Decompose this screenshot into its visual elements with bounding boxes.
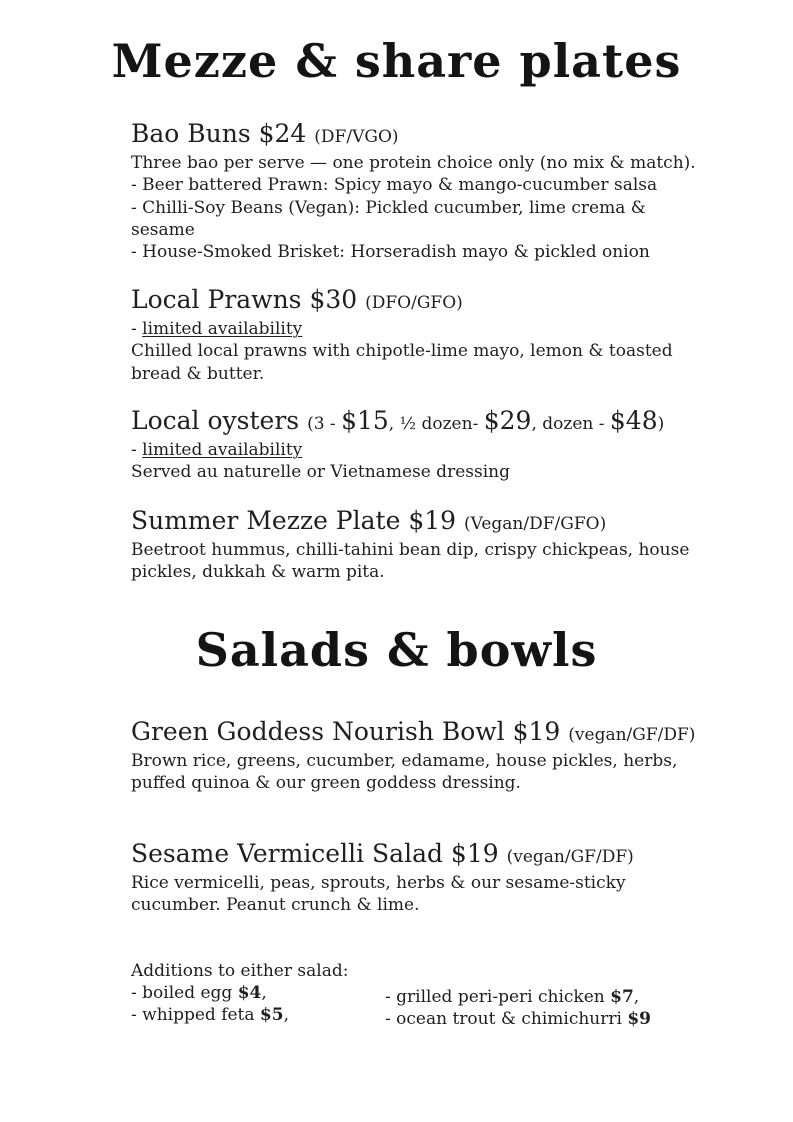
item-description: Rice vermicelli, peas, sprouts, herbs & our sesame-sticky [131,873,626,893]
section-title-salads: Salads & bowls [195,623,598,677]
menu-item-local-oysters [131,406,731,484]
item-description: pickles, dukkah & warm pita. [131,562,385,583]
additions-column-left [131,982,381,1027]
dietary-tags: (DFO/GFO) [365,293,463,313]
item-name-price: Sesame Vermicelli Salad $19 [131,839,499,868]
item-name-price: Summer Mezze Plate $19 [131,506,457,535]
addition-label: - whipped feta [131,1005,260,1026]
price-label: ) [657,414,665,434]
item-name: Local oysters [131,406,308,435]
separator: , [283,1005,289,1026]
item-heading [131,285,731,318]
item-heading [131,506,731,539]
addition-price: $7 [610,987,634,1007]
addition-price: $5 [259,1005,284,1026]
item-heading [131,406,731,439]
addition-whipped-feta [131,1004,381,1026]
additions-column-right [385,986,705,1031]
availability-text: limited availability [142,319,303,339]
dietary-tags: (vegan/GF/DF) [506,847,634,867]
addition-price: $9 [627,1009,652,1030]
addition-price: $4 [237,983,262,1003]
item-description: Beetroot hummus, chilli-tahini bean dip, crispy chickpeas, house [131,540,690,560]
menu-item-local-prawns [131,285,731,385]
dietary-tags: (DF/VGO) [314,127,399,147]
item-name-price: Green Goddess Nourish Bowl $19 [131,717,561,746]
protein-option-continued: sesame [131,219,195,240]
dash: - [131,440,143,460]
price-label: (3 - [307,414,342,434]
addition-boiled-egg [131,982,381,1004]
section-title-mezze: Mezze & share plates [111,34,682,88]
additions-heading: Additions to either salad: [131,961,349,981]
addition-label: - grilled peri-peri chicken [385,987,611,1007]
item-name-price: Bao Buns $24 [131,119,307,148]
item-name-price: Local Prawns $30 [131,285,358,314]
menu-item-sesame-vermicelli-salad [131,839,731,917]
item-description: bread & butter. [131,363,265,384]
separator: , [261,983,267,1003]
availability-note [131,439,731,461]
item-heading [131,717,731,750]
item-description: Three bao per serve — one protein choice only (no mix & match). [131,153,696,173]
addition-ocean-trout [385,1008,705,1030]
dietary-tags: (vegan/GF/DF) [568,725,696,745]
item-description: cucumber. Peanut crunch & lime. [131,895,420,916]
protein-option: - Beer battered Prawn: Spicy mayo & mango-cucumber salsa [131,175,658,196]
protein-option: - House-Smoked Brisket: Horseradish mayo & pickled onion [131,242,650,263]
price-dozen: $48 [609,406,658,435]
addition-label: - boiled egg [131,983,238,1003]
availability-note [131,318,731,340]
price-half-dozen: $29 [483,406,532,435]
item-description: puffed quinoa & our green goddess dressing. [131,773,521,794]
availability-text: limited availability [142,440,303,460]
item-description: Chilled local prawns with chipotle-lime mayo, lemon & toasted [131,341,673,362]
menu-item-summer-mezze-plate [131,506,731,584]
addition-label: - ocean trout & chimichurri [385,1009,628,1030]
salad-additions [131,960,731,1030]
menu-item-green-goddess-bowl [131,717,731,795]
dietary-tags: (Vegan/DF/GFO) [464,514,607,534]
item-description: Brown rice, greens, cucumber, edamame, house pickles, herbs, [131,751,678,771]
dash: - [131,319,143,339]
item-heading [131,119,731,152]
price-label: , ½ dozen- [388,414,484,434]
protein-option: - Chilli-Soy Beans (Vegan): Pickled cucumber, lime crema & [131,197,646,218]
price-three: $15 [341,406,389,435]
addition-peri-peri-chicken [385,986,705,1008]
separator: , [633,987,640,1007]
item-description: Served au naturelle or Vietnamese dressing [131,462,510,483]
menu-item-bao-buns [131,119,731,263]
price-label: , dozen - [531,414,610,434]
item-heading [131,839,731,872]
